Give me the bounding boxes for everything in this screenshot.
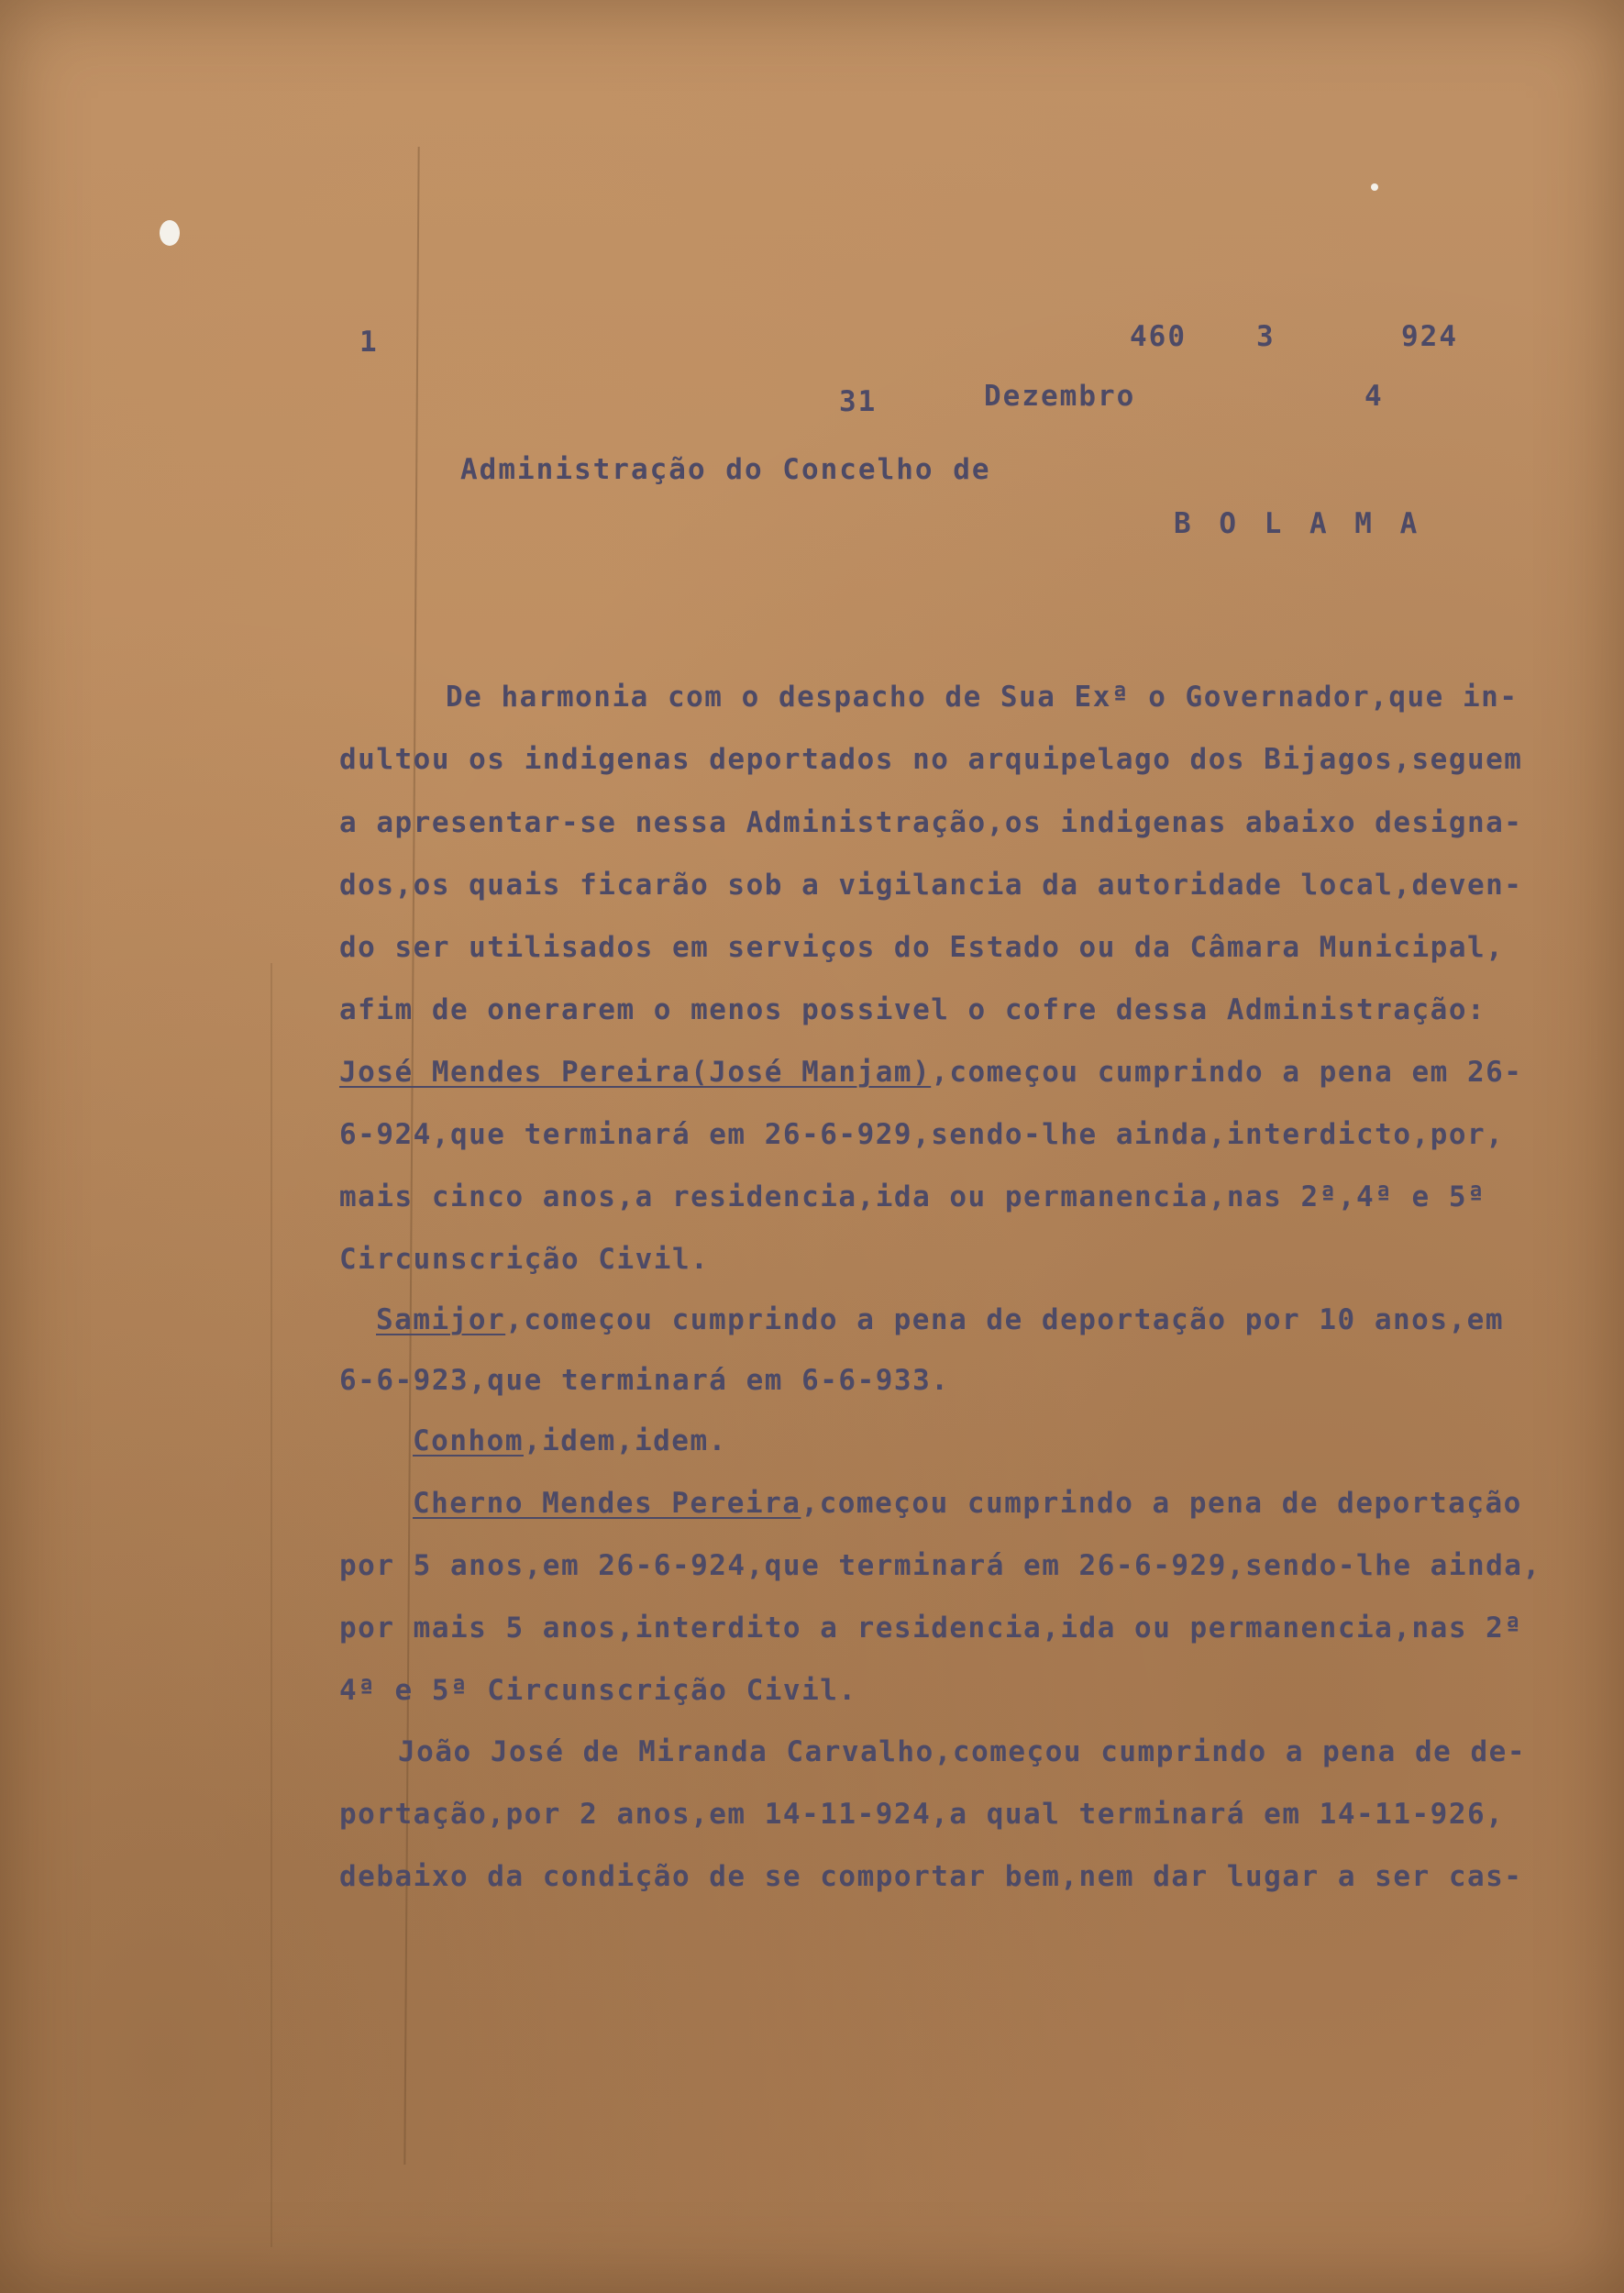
entry-jose-line-1	[339, 1058, 1522, 1087]
entry-jose-text-1: ,começou cumprindo a pena em 26-	[931, 1056, 1523, 1089]
sheet-number: 1	[359, 326, 379, 359]
recipient-place: B O L A M A	[1174, 507, 1423, 540]
entry-jose-line-4: Circunscrição Civil.	[339, 1243, 710, 1276]
reference-series: 3	[1256, 320, 1276, 353]
entry-joao-line-1: João José de Miranda Carvalho,começou cumprindo a pena de de-	[398, 1735, 1526, 1768]
paper-hole-mark	[160, 220, 180, 246]
date-day: 31	[839, 385, 878, 418]
paper-crease	[271, 963, 272, 2247]
entry-samijor-line-2: 6-6-923,que terminará em 6-6-933.	[339, 1364, 950, 1397]
entry-cherno-text-1: ,começou cumprindo a pena de deportação	[801, 1487, 1522, 1520]
entry-cherno-line-2: por 5 anos,em 26-6-924,que terminará em 26-6-929,sendo-lhe ainda,	[339, 1549, 1541, 1582]
entry-conhom-name: Conhom	[413, 1424, 524, 1457]
entry-cherno-line-1	[413, 1487, 1522, 1520]
recipient-line: Administração do Concelho de	[460, 453, 991, 486]
entry-cherno-line-3: por mais 5 anos,interdito a residencia,ida ou permanencia,nas 2ª	[339, 1612, 1523, 1645]
entry-conhom-line	[413, 1424, 727, 1457]
reference-year: 924	[1401, 320, 1458, 353]
entry-joao-line-2: portação,por 2 anos,em 14-11-924,a qual terminará em 14-11-926,	[339, 1798, 1505, 1831]
intro-line-3: a apresentar-se nessa Administração,os indigenas abaixo designa-	[339, 806, 1523, 839]
entry-jose-line-2: 6-924,que terminará em 26-6-929,sendo-lhe ainda,interdicto,por,	[339, 1118, 1505, 1151]
intro-line-2: dultou os indigenas deportados no arquipelago dos Bijagos,seguem	[339, 743, 1523, 776]
entry-samijor-name: Samijor	[376, 1303, 506, 1336]
intro-line-6: afim de onerarem o menos possivel o cofre dessa Administração:	[339, 993, 1486, 1026]
entry-cherno-name: Cherno Mendes Pereira	[413, 1487, 801, 1520]
entry-samijor-line-1	[376, 1303, 1504, 1336]
reference-count: 4	[1364, 380, 1384, 413]
entry-jose-line-3: mais cinco anos,a residencia,ida ou permanencia,nas 2ª,4ª e 5ª	[339, 1180, 1486, 1213]
date-month: Dezembro	[984, 380, 1136, 413]
intro-line-4: dos,os quais ficarão sob a vigilancia da autoridade local,deven-	[339, 869, 1523, 902]
intro-line-1: De harmonia com o despacho de Sua Exª o Governador,que in-	[446, 681, 1519, 714]
entry-jose-name: José Mendes Pereira(José Manjam)	[339, 1056, 932, 1089]
entry-joao-line-3: debaixo da condição de se comportar bem,nem dar lugar a ser cas-	[339, 1860, 1523, 1893]
intro-line-5: do ser utilisados em serviços do Estado ou da Câmara Municipal,	[339, 931, 1505, 964]
paper-speck	[1371, 183, 1378, 191]
entry-conhom-text: ,idem,idem.	[523, 1424, 727, 1457]
entry-samijor-text-1: ,começou cumprindo a pena de deportação por 10 anos,em	[505, 1303, 1504, 1336]
entry-cherno-line-4: 4ª e 5ª Circunscrição Civil.	[339, 1674, 857, 1707]
reference-number: 460	[1130, 320, 1187, 353]
